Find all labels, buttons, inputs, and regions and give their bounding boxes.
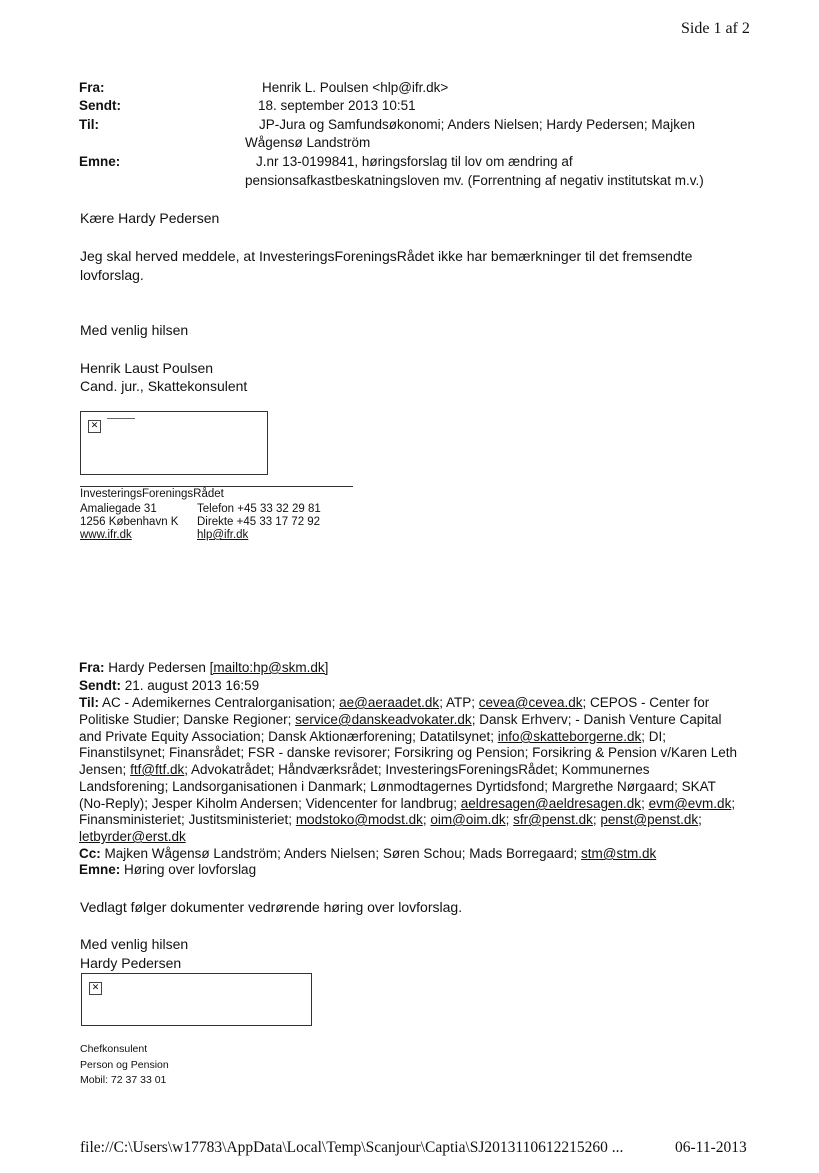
fwd-to-line3 (79, 729, 666, 746)
sent-value: 18. september 2013 10:51 (258, 98, 416, 113)
email-link[interactable]: cevea@cevea.dk (478, 695, 583, 710)
fwd-to-text: ; (641, 796, 645, 811)
fwd-to-text: Politiske Studier; Danske Regioner; (79, 712, 292, 727)
fwd-sent (79, 678, 259, 695)
fwd-to-text: Finanstilsynet; Finansrådet; FSR - danske revisorer; Forsikring og Pension; Forsikring & Pension v/Karen Leth (79, 745, 738, 760)
fwd-sent-label: Sendt: (79, 678, 121, 693)
fwd-to-line1 (79, 695, 709, 712)
footer-file-path: file://C:\Users\w17783\AppData\Local\Temp\Scanjour\Captia\SJ2013110612215260 ... (80, 1139, 624, 1156)
address-line2: 1256 København K (80, 516, 179, 528)
signature-title: Cand. jur., Skattekonsulent (80, 378, 248, 394)
fwd-to-line6 (79, 779, 716, 796)
fwd-from-mailto-link[interactable]: [mailto:hp@skm.dk] (209, 660, 329, 675)
fwd-to-text: ; CEPOS - Center for (582, 695, 710, 710)
fwd-signature-mobile: Mobil: 72 37 33 01 (80, 1074, 167, 1086)
fwd-signature-name: Hardy Pedersen (80, 955, 182, 971)
fwd-to-line5 (79, 762, 650, 779)
email-link[interactable]: evm@evm.dk (648, 796, 732, 811)
fwd-to-label: Til: (79, 695, 99, 710)
fwd-to-text: Landsforening; Landsorganisationen i Danmark; Lønmodtagernes Dyrtidsfond; Margrethe Nørgaard; SKAT (79, 779, 716, 794)
fwd-from-name: Hardy Pedersen (108, 660, 206, 675)
fwd-closing: Med venlig hilsen (80, 936, 189, 952)
fwd-from (79, 660, 328, 677)
address-line1: Amaliegade 31 (80, 503, 157, 515)
subject-line1: J.nr 13-0199841, høringsforslag til lov om ændring af (256, 154, 573, 169)
broken-image-icon: ✕ (88, 420, 101, 433)
page-number: Side 1 af 2 (681, 20, 750, 37)
image-caption-line (107, 418, 135, 419)
from-value: Henrik L. Poulsen <hlp@ifr.dk> (262, 80, 449, 95)
to-value-line1: JP-Jura og Samfundsøkonomi; Anders Nielsen; Hardy Pedersen; Majken (259, 117, 695, 132)
email-link[interactable]: info@skatteborgerne.dk (497, 729, 642, 744)
email-link[interactable]: aeldresagen@aeldresagen.dk (460, 796, 642, 811)
fwd-to-text: and Private Equity Association; Dansk Aktionærforening; Datatilsynet; (79, 729, 494, 744)
broken-image-icon: ✕ (89, 982, 102, 995)
email-link[interactable]: stm@stm.dk (581, 846, 657, 861)
fwd-subject-label: Emne: (79, 862, 121, 877)
fwd-subject-value: Høring over lovforslag (124, 862, 257, 877)
from-label: Fra: (79, 80, 105, 95)
fwd-from-label: Fra: (79, 660, 105, 675)
fwd-to-text: ; (698, 812, 702, 827)
fwd-to-text: ; (592, 812, 597, 827)
fwd-to-line7 (79, 796, 735, 813)
fwd-to-line2 (79, 712, 722, 729)
email-link[interactable]: letbyrder@erst.dk (79, 829, 186, 844)
fwd-to-text: Finansministeriet; Justitsministeriet; (79, 812, 293, 827)
signature-name: Henrik Laust Poulsen (80, 360, 214, 376)
body-line1: Jeg skal herved meddele, at InvesteringsForeningsRådet ikke har bemærkninger til det fremsendte (80, 248, 693, 264)
fwd-cc-label: Cc: (79, 846, 101, 861)
email-link[interactable]: sfr@penst.dk (513, 812, 593, 827)
fwd-to-text: AC - Ademikernes Centralorganisation; (102, 695, 336, 710)
fwd-to-text: ; (422, 812, 427, 827)
fwd-to-text: ; Advokatrådet; Håndværksrådet; InvesteringsForeningsRådet; Kommunernes (184, 762, 650, 777)
fwd-to-text: ; ATP; (439, 695, 475, 710)
email-link[interactable]: hlp@ifr.dk (197, 529, 249, 541)
fwd-subject (79, 862, 256, 879)
signature-image-placeholder (81, 973, 312, 1026)
fwd-to-line8 (79, 812, 702, 829)
email-link[interactable]: ae@aeraadet.dk (339, 695, 440, 710)
subject-label: Emne: (79, 154, 121, 169)
subject-line2: pensionsafkastbeskatningsloven mv. (Forrentning af negativ institutskat m.v.) (245, 173, 704, 188)
fwd-sent-value: 21. august 2013 16:59 (124, 678, 260, 693)
fwd-to-text: ; Dansk Erhverv; - Danish Venture Capital (471, 712, 722, 727)
email-link[interactable]: oim@oim.dk (430, 812, 506, 827)
fwd-cc-value: Majken Wågensø Landström; Anders Nielsen; Søren Schou; Mads Borregaard; (104, 846, 578, 861)
signature-image-placeholder (80, 411, 268, 475)
fwd-to-text: ; (505, 812, 510, 827)
phone: Telefon +45 33 32 29 81 (197, 503, 321, 515)
body-line2: lovforslag. (80, 267, 144, 283)
fwd-to-line9 (79, 829, 186, 846)
closing: Med venlig hilsen (80, 322, 189, 338)
footer-date: 06-11-2013 (675, 1139, 747, 1156)
email-link[interactable]: penst@penst.dk (600, 812, 699, 827)
email-link[interactable]: service@danskeadvokater.dk (295, 712, 472, 727)
fwd-to-text: (No-Reply); Jesper Kiholm Andersen; Videncenter for landbrug; (79, 796, 457, 811)
fwd-cc (79, 846, 656, 863)
signature-divider (80, 486, 353, 487)
fwd-to-text: Jensen; (79, 762, 127, 777)
website-link[interactable]: www.ifr.dk (80, 529, 132, 541)
org-name: InvesteringsForeningsRådet (80, 488, 224, 500)
to-label: Til: (79, 117, 99, 132)
fwd-body: Vedlagt følger dokumenter vedrørende høring over lovforslag. (80, 899, 463, 915)
greeting: Kære Hardy Pedersen (80, 210, 220, 226)
sent-label: Sendt: (79, 98, 121, 113)
to-value-line2: Wågensø Landström (245, 135, 371, 150)
direct-phone: Direkte +45 33 17 72 92 (197, 516, 321, 528)
email-link[interactable]: modstoko@modst.dk (295, 812, 423, 827)
email-link[interactable]: ftf@ftf.dk (130, 762, 185, 777)
fwd-to-line4 (79, 745, 737, 762)
fwd-to-text: ; (731, 796, 736, 811)
fwd-signature-role: Chefkonsulent (80, 1043, 148, 1055)
fwd-signature-dept: Person og Pension (80, 1059, 169, 1071)
fwd-to-text: ; DI; (641, 729, 667, 744)
